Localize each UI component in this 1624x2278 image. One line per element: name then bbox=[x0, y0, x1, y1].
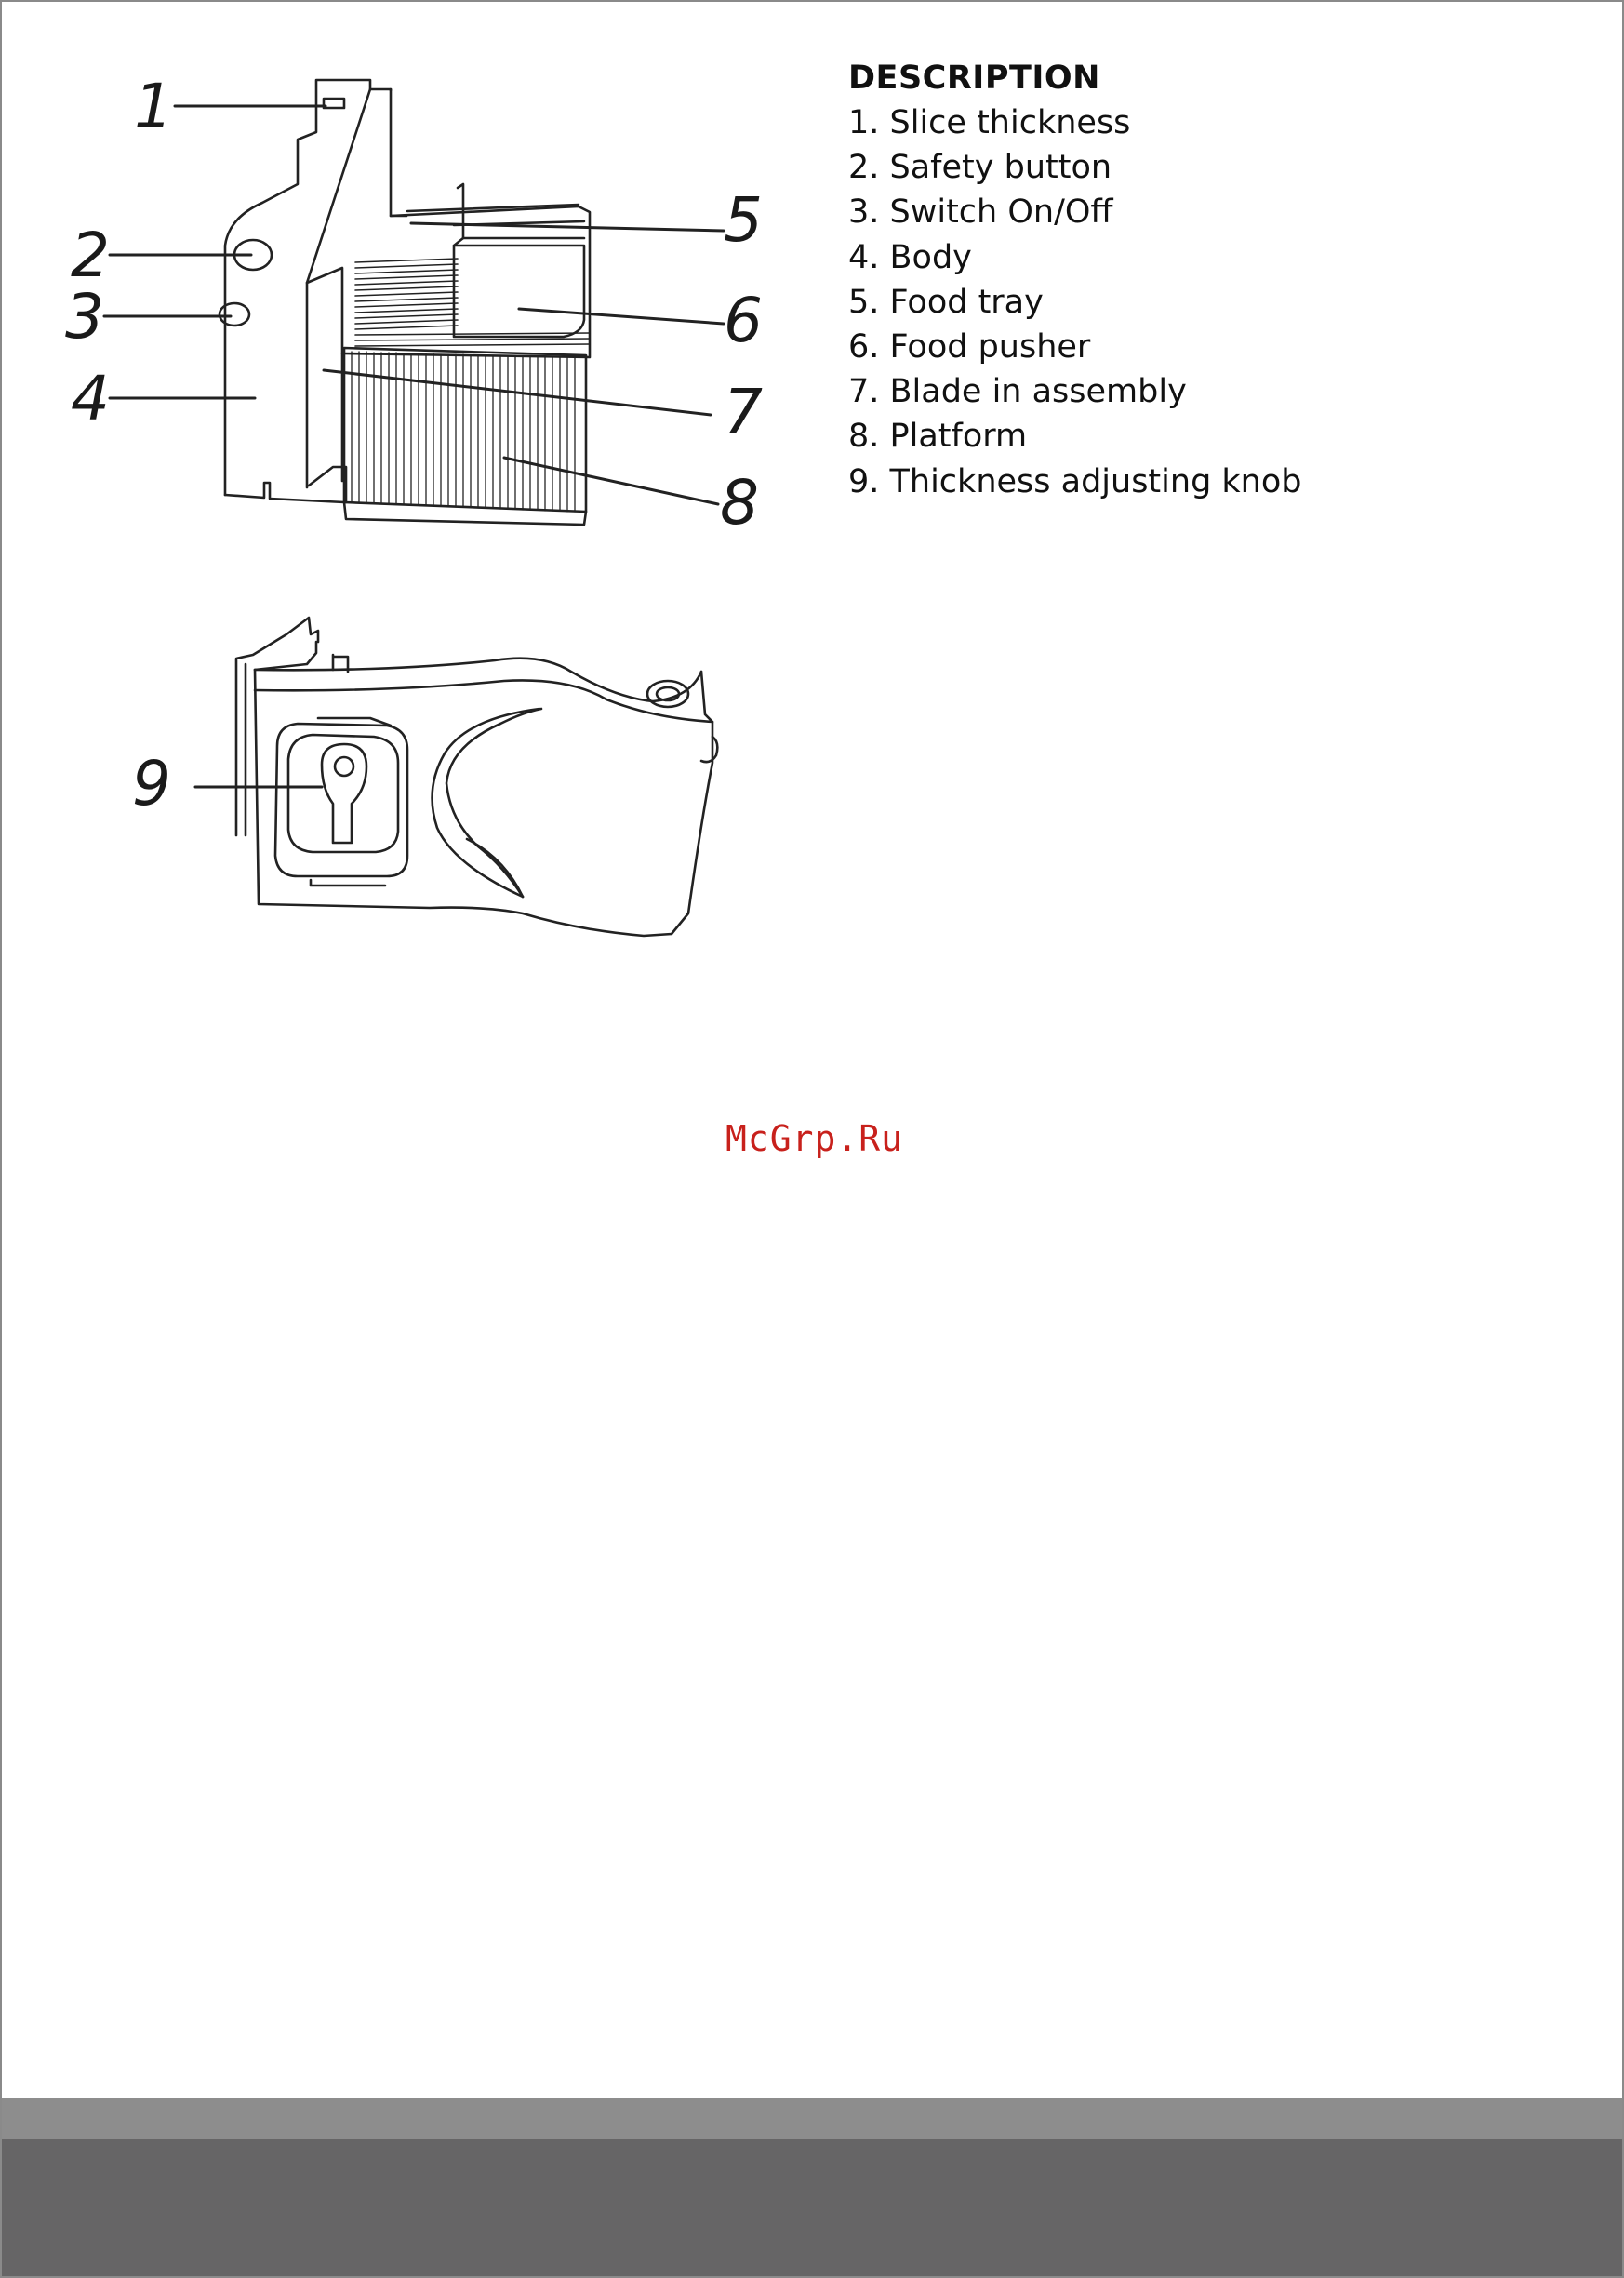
parts-list-item: 6. Food pusher bbox=[848, 328, 1091, 366]
footer-band-dark bbox=[2, 2139, 1624, 2278]
callout-2: 2 bbox=[71, 220, 110, 291]
callout-4: 4 bbox=[71, 363, 110, 434]
parts-list-item: 2. Safety button bbox=[848, 149, 1112, 187]
callout-6: 6 bbox=[724, 285, 763, 356]
parts-list-item: 4. Body bbox=[848, 238, 972, 276]
parts-list bbox=[848, 100, 1592, 504]
parts-list-item: 7. Blade in assembly bbox=[848, 373, 1187, 411]
description-title: DESCRIPTION bbox=[848, 60, 1100, 97]
parts-list-item: 9. Thickness adjusting knob bbox=[848, 462, 1302, 500]
footer-band-light bbox=[2, 2098, 1624, 2139]
callout-1: 1 bbox=[134, 71, 173, 142]
parts-list-item: 3. Switch On/Off bbox=[848, 193, 1113, 232]
callout-3: 3 bbox=[65, 281, 104, 353]
callout-9: 9 bbox=[132, 748, 171, 819]
callout-7: 7 bbox=[724, 376, 763, 447]
parts-list-item: 8. Platform bbox=[848, 418, 1028, 456]
description-section bbox=[848, 56, 1592, 504]
callout-8: 8 bbox=[720, 467, 759, 539]
parts-list-item: 1. Slice thickness bbox=[848, 104, 1131, 141]
watermark-link[interactable]: McGrp.Ru bbox=[725, 1118, 904, 1159]
slicer-perspective-view bbox=[104, 80, 724, 525]
callout-5: 5 bbox=[724, 184, 763, 256]
slicer-side-view bbox=[195, 618, 717, 936]
parts-list-item: 5. Food tray bbox=[848, 283, 1044, 321]
